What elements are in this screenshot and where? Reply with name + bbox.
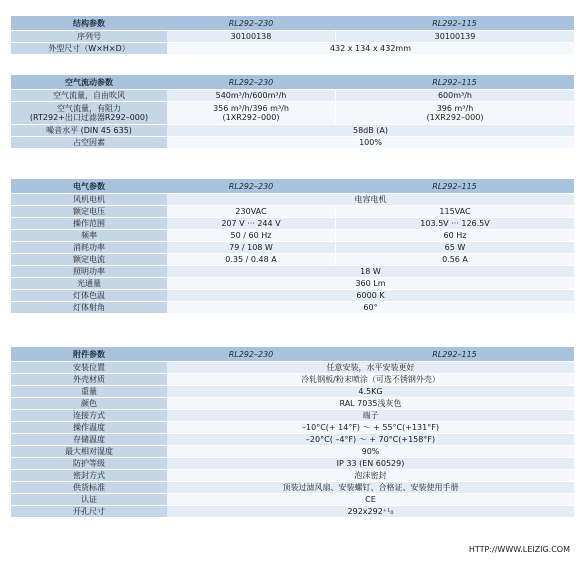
spec-label: 消耗功率 bbox=[11, 241, 167, 253]
spec-row bbox=[11, 89, 574, 101]
spec-value-230 bbox=[167, 101, 335, 124]
spec-value-230: 50 / 60 Hz bbox=[167, 229, 335, 241]
cell-line: (1XR292–000) bbox=[222, 113, 280, 122]
spec-label: 安装位置 bbox=[11, 361, 167, 373]
spec-row bbox=[11, 229, 574, 241]
spec-label: 外型尺寸（W×H×D） bbox=[11, 42, 167, 54]
spec-value-230: 230VAC bbox=[167, 205, 335, 217]
spec-value: 58dB (A) bbox=[167, 124, 574, 136]
spec-value: IP 33 (EN 60529) bbox=[167, 457, 574, 469]
section-header bbox=[11, 16, 574, 30]
spec-row bbox=[11, 30, 574, 42]
spec-row bbox=[11, 409, 574, 421]
spec-value: 泡沫密封 bbox=[167, 469, 574, 481]
spec-row bbox=[11, 457, 574, 469]
section-header bbox=[11, 347, 574, 361]
spec-label: 照明功率 bbox=[11, 265, 167, 277]
spec-value-115: 65 W bbox=[335, 241, 574, 253]
cell-line: (1XR292–000) bbox=[426, 113, 484, 122]
spec-label: 操作温度 bbox=[11, 421, 167, 433]
spec-label: 占空因素 bbox=[11, 136, 167, 148]
spec-label bbox=[11, 101, 167, 124]
spec-row bbox=[11, 124, 574, 136]
spec-label: 风机电机 bbox=[11, 193, 167, 205]
spec-label: 外壳材质 bbox=[11, 373, 167, 385]
model-name: RL292–230 bbox=[167, 16, 335, 30]
spec-row bbox=[11, 253, 574, 265]
spec-row bbox=[11, 373, 574, 385]
spec-value-230: 207 V ··· 244 V bbox=[167, 217, 335, 229]
spec-row bbox=[11, 421, 574, 433]
spec-value-230: 30100138 bbox=[167, 30, 335, 42]
spec-value: 电容电机 bbox=[167, 193, 574, 205]
spec-label: 频率 bbox=[11, 229, 167, 241]
spec-row bbox=[11, 289, 574, 301]
cell-line: (RT292+出口过滤器R292–000) bbox=[29, 113, 149, 122]
spec-value: 顶装过滤风扇、安装螺钉、合格证、安装使用手册 bbox=[167, 481, 574, 493]
spec-row bbox=[11, 42, 574, 54]
spec-label: 额定电压 bbox=[11, 205, 167, 217]
spec-value-115: 600m³/h bbox=[335, 89, 574, 101]
spec-value: 60° bbox=[167, 301, 574, 313]
spec-value: 432 x 134 x 432mm bbox=[167, 42, 574, 54]
spec-table-accessories bbox=[11, 347, 574, 517]
spec-label: 额定电流 bbox=[11, 253, 167, 265]
section-header bbox=[11, 179, 574, 193]
spec-row bbox=[11, 301, 574, 313]
spec-row bbox=[11, 505, 574, 517]
model-name: RL292–230 bbox=[167, 75, 335, 89]
spec-value: 90% bbox=[167, 445, 574, 457]
spec-label: 防护等级 bbox=[11, 457, 167, 469]
model-name: RL292–115 bbox=[335, 75, 574, 89]
spec-row bbox=[11, 205, 574, 217]
spec-value: RAL 7035浅灰色 bbox=[167, 397, 574, 409]
spec-label: 开孔尺寸 bbox=[11, 505, 167, 517]
cell-line: 356 m³/h/396 m³/h bbox=[213, 104, 289, 113]
spec-label: 光通量 bbox=[11, 277, 167, 289]
spec-value: CE bbox=[167, 493, 574, 505]
spec-value-115: 60 Hz bbox=[335, 229, 574, 241]
model-name: RL292–115 bbox=[335, 16, 574, 30]
footer-url: HTTP://WWW.LEIZIG.COM bbox=[468, 545, 570, 554]
spec-label: 存储温度 bbox=[11, 433, 167, 445]
section-title: 空气流动参数 bbox=[11, 75, 167, 89]
spec-row bbox=[11, 217, 574, 229]
spec-value-115: 103.5V ··· 126.5V bbox=[335, 217, 574, 229]
spec-label: 序列号 bbox=[11, 30, 167, 42]
spec-value: 18 W bbox=[167, 265, 574, 277]
spec-table-structure bbox=[11, 16, 574, 54]
spec-value: 100% bbox=[167, 136, 574, 148]
spec-value-230: 540m³/h/600m³/h bbox=[167, 89, 335, 101]
spec-row bbox=[11, 136, 574, 148]
spec-label: 供货标准 bbox=[11, 481, 167, 493]
spec-value: 端子 bbox=[167, 409, 574, 421]
spec-label: 灯体射角 bbox=[11, 301, 167, 313]
spec-row bbox=[11, 241, 574, 253]
spec-label: 连接方式 bbox=[11, 409, 167, 421]
section-title: 结构参数 bbox=[11, 16, 167, 30]
spec-row bbox=[11, 445, 574, 457]
model-name: RL292–230 bbox=[167, 179, 335, 193]
spec-label: 灯体色温 bbox=[11, 289, 167, 301]
spec-value: –10°C(+ 14°F) ～ + 55°C(+131°F) bbox=[167, 421, 574, 433]
spec-value: 4.5KG bbox=[167, 385, 574, 397]
spec-row bbox=[11, 193, 574, 205]
section-title: 附件参数 bbox=[11, 347, 167, 361]
spec-label: 颜色 bbox=[11, 397, 167, 409]
model-name: RL292–115 bbox=[335, 179, 574, 193]
spec-label: 密封方式 bbox=[11, 469, 167, 481]
section-header bbox=[11, 75, 574, 89]
spec-row bbox=[11, 493, 574, 505]
model-name: RL292–115 bbox=[335, 347, 574, 361]
spec-value-115 bbox=[335, 101, 574, 124]
model-name: RL292–230 bbox=[167, 347, 335, 361]
spec-label: 噪音水平 (DIN 45 635) bbox=[11, 124, 167, 136]
spec-row bbox=[11, 469, 574, 481]
spec-table-airflow bbox=[11, 75, 574, 148]
cell-line: 396 m³/h bbox=[436, 104, 474, 113]
spec-value-115: 115VAC bbox=[335, 205, 574, 217]
section-title: 电气参数 bbox=[11, 179, 167, 193]
spec-table-electrical bbox=[11, 179, 574, 313]
spec-value: 360 Lm bbox=[167, 277, 574, 289]
spec-row bbox=[11, 481, 574, 493]
spec-value-230: 79 / 108 W bbox=[167, 241, 335, 253]
spec-label: 重量 bbox=[11, 385, 167, 397]
spec-label: 操作范围 bbox=[11, 217, 167, 229]
spec-label: 认证 bbox=[11, 493, 167, 505]
spec-label: 空气流量，自由吹风 bbox=[11, 89, 167, 101]
spec-value: –20°C( –4°F) ～ + 70°C(+158°F) bbox=[167, 433, 574, 445]
spec-row bbox=[11, 277, 574, 289]
spec-value: 6000 K bbox=[167, 289, 574, 301]
spec-value: 任意安装，水平安装更好 bbox=[167, 361, 574, 373]
cell-line: 空气流量，有阻力 bbox=[57, 104, 121, 113]
spec-value: 292x292⁺¹₀ bbox=[167, 505, 574, 517]
spec-row bbox=[11, 265, 574, 277]
spec-row bbox=[11, 101, 574, 124]
spec-row bbox=[11, 385, 574, 397]
spec-row bbox=[11, 433, 574, 445]
spec-value-115: 0.56 A bbox=[335, 253, 574, 265]
spec-value-230: 0.35 / 0.48 A bbox=[167, 253, 335, 265]
spec-row bbox=[11, 361, 574, 373]
spec-row bbox=[11, 397, 574, 409]
spec-value-115: 30100139 bbox=[335, 30, 574, 42]
spec-label: 最大相对湿度 bbox=[11, 445, 167, 457]
spec-value: 冷轧钢板/粉末喷涂（可选不锈钢外壳） bbox=[167, 373, 574, 385]
